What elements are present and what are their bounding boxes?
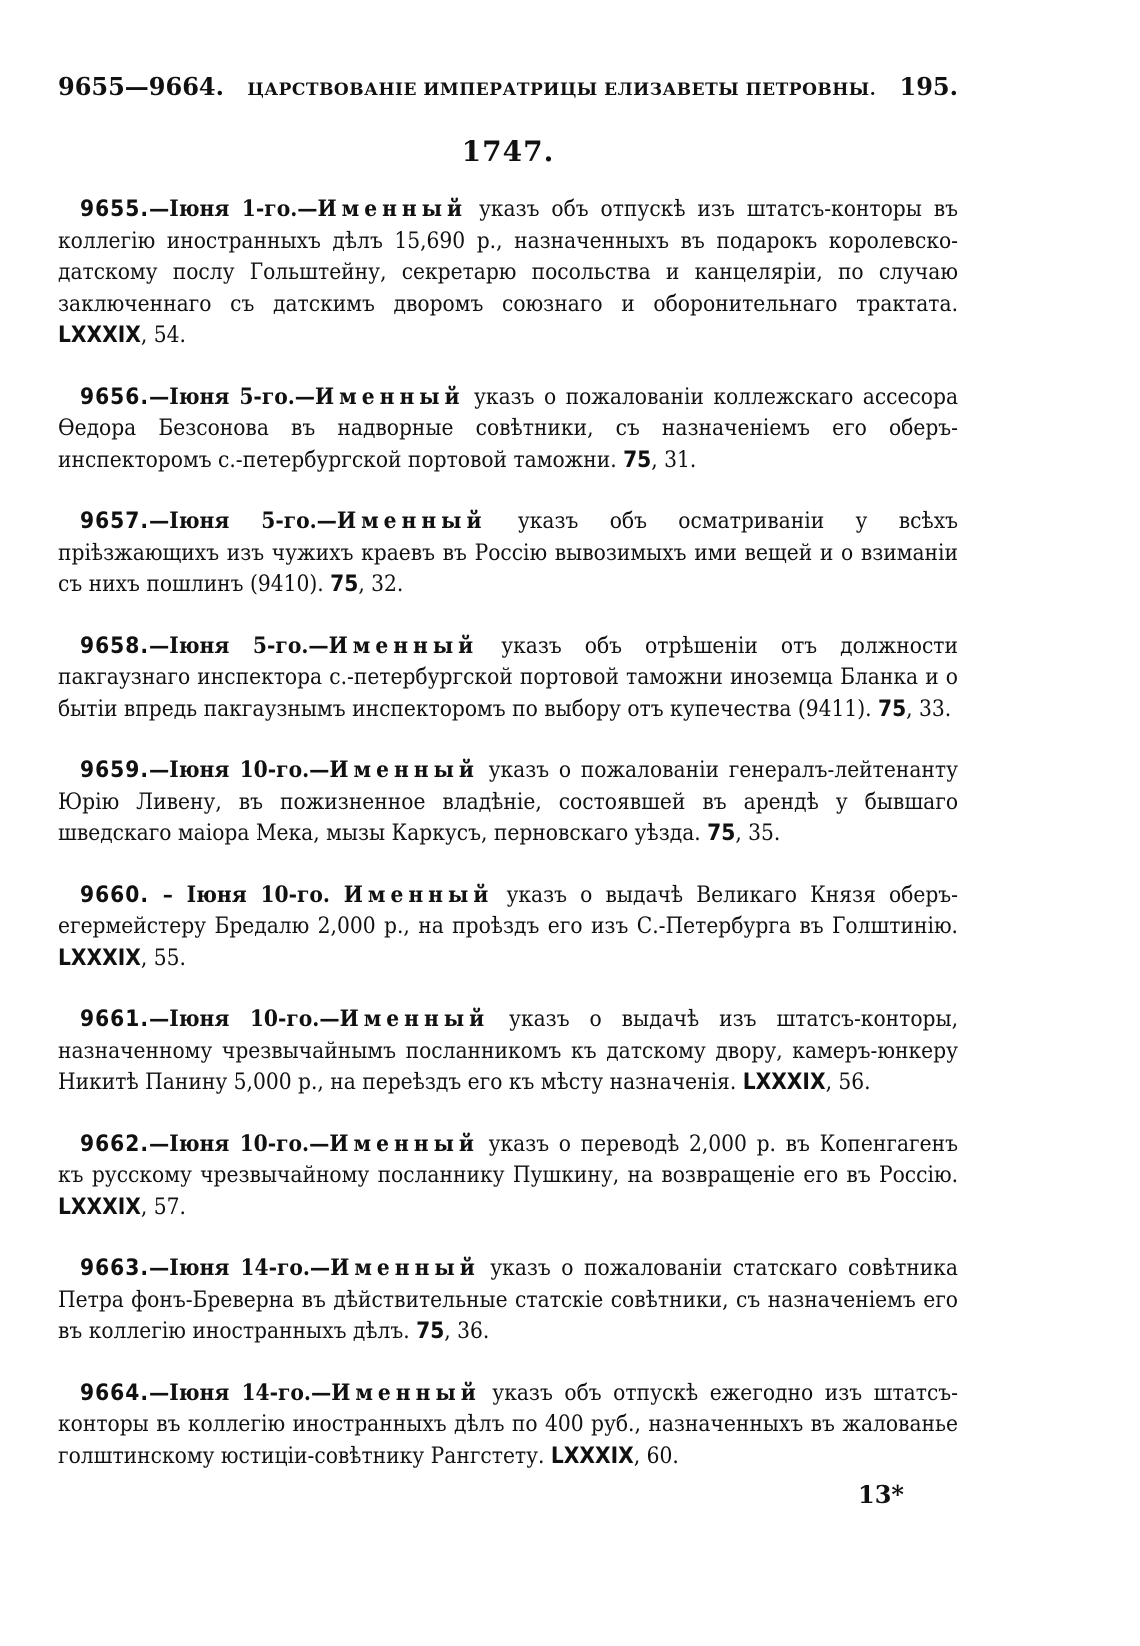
entry-kind: Именный [329,757,479,783]
entry-kind: Именный [315,383,465,410]
header-entry-range: 9655—9664. [58,72,224,101]
entry-volume-ref: 75 [623,446,652,473]
entry-page-ref: , 36. [444,1318,490,1344]
entry-9664 [58,1378,958,1473]
entry-number: 9660. [80,881,150,908]
entry-date: —Іюня 5-го.— [149,632,329,659]
entry-date: —Іюня 14-го.— [149,1255,331,1281]
entry-9663 [58,1253,958,1348]
running-head [58,70,958,107]
entry-text: указъ объ осматриваніи у всѣхъ пріѣзжающихъ изъ чужихъ краевъ въ Россію вывозимыхъ ими вещей и о взиманіи съ нихъ пошлинъ (9410). [58,508,959,597]
entry-text: указъ о пожалованіи коллежскаго ассесора Ѳедора Безсонова въ надворные совѣтники, съ назначеніемъ его оберъ-инспекторомъ с.-петербургской портовой таможни. [58,383,959,473]
entry-9655 [58,194,958,352]
signature-mark: 13* [858,1480,904,1509]
entry-text: указъ о пожалованіи генералъ-лейтенанту Юрію Ливену, въ пожизненное владѣніе, состоявшей въ арендѣ у бывшаго шведскаго маіора Мека, мызы Каркусъ, перновскаго уѣзда. [58,757,958,846]
entry-number: 9656. [80,383,150,410]
entry-volume-ref: LXXXIX [58,322,141,348]
entry-page-ref: , 54. [140,322,186,348]
entry-text: указъ о выдачѣ изъ штатсъ-конторы, назначенному чрезвычайнымъ посланникомъ къ датскому двору, камеръ-юнкеру Никитѣ Панину 5,000 р., на переѣздъ его къ мѣсту назначенія. [58,1006,958,1095]
entry-9659 [58,755,958,850]
entry-kind: Именный [336,508,487,534]
entry-volume-ref: LXXXIX [742,1069,826,1095]
entry-number: 9661. [80,1006,150,1032]
entry-text: указъ о пожалованіи статскаго совѣтника Петра фонъ-Бреверна въ дѣйствительные статскіе совѣтники, съ назначеніемъ его въ коллегію иностранныхъ дѣлъ. [58,1255,958,1344]
year-heading: 1747. [461,135,555,168]
entry-text: указъ о переводѣ 2,000 р. въ Копенгагенъ къ русскому чрезвычайному посланнику Пушкину, на возвращеніе его въ Россію. [58,1130,958,1188]
entry-kind: Именный [343,881,494,908]
page-content [58,70,958,1502]
entry-page-ref: , 35. [735,820,781,846]
entry-9662 [58,1129,958,1224]
entry-volume-ref: 75 [330,571,359,597]
entry-9661 [58,1004,958,1099]
entry-number: 9655. [80,196,150,222]
entry-date: —Іюня 10-го.— [149,1006,340,1032]
entry-number: 9663. [80,1255,150,1281]
entry-number: 9664. [80,1379,150,1406]
entry-date: —Іюня 14-го.— [149,1379,332,1406]
entry-page-ref: , 56. [825,1069,871,1095]
entry-volume-ref: LXXXIX [58,944,141,971]
entry-page-ref: , 55. [140,944,186,971]
entry-kind: Именный [317,196,468,222]
entry-page-ref: , 57. [140,1193,186,1220]
entry-volume-ref: 75 [878,695,907,722]
entry-date: – Іюня 10-го. [149,881,344,908]
entry-text: указъ объ отпускѣ ежегодно изъ штатсъ-конторы въ коллегію иностранныхъ дѣлъ по 400 руб., назначенныхъ въ жалованье голштинскому юстиціи-совѣтнику Рангстету. [58,1379,958,1469]
entry-number: 9659. [80,757,150,783]
entries-list [58,194,958,1472]
entry-date: —Іюня 5-го.— [149,508,337,534]
entry-kind: Именный [329,1130,479,1157]
entry-page-ref: , 60. [633,1442,679,1469]
entry-page-ref: , 32. [358,571,404,597]
entry-volume-ref: 75 [416,1318,445,1344]
entry-kind: Именный [339,1006,490,1032]
entry-number: 9662. [80,1130,150,1157]
entry-volume-ref: LXXXIX [58,1193,141,1220]
entry-text: указъ объ отпускѣ изъ штатсъ-конторы въ коллегію иностранныхъ дѣлъ 15,690 р., назначенныхъ въ подарокъ королевско-датскому послу Гольштейну, секретарю посольства и канцеляріи, по случаю заключеннаго съ датскимъ дворомъ союзнаго и оборонительнаго трактата. [58,196,959,317]
entry-number: 9657. [80,508,150,534]
entry-page-ref: , 33. [906,695,952,722]
entry-text: указъ о выдачѣ Великаго Князя оберъ-егермейстеру Бредалю 2,000 р., на проѣздъ его изъ С.-Петербурга въ Голштинію. [58,881,958,939]
entry-text: указъ объ отрѣшеніи отъ должности пакгаузнаго инспектора с.-петербургской портовой таможни иноземца Бланка и о бытіи впредь пакгаузнымъ инспекторомъ по выбору отъ купечества (9411). [58,632,958,722]
entry-date: —Іюня 10-го.— [149,1130,330,1157]
entry-9658 [58,631,958,726]
entry-9656 [58,382,958,477]
page-number: 195. [899,72,958,101]
entry-9660 [58,880,958,975]
entry-volume-ref: 75 [707,820,736,846]
entry-9657 [58,506,958,601]
entry-date: —Іюня 10-го.— [149,757,330,783]
entry-date: —Іюня 1-го.— [149,196,318,222]
entry-number: 9658. [80,632,150,659]
entry-kind: Именный [331,1379,481,1406]
entry-date: —Іюня 5-го.— [149,383,316,410]
entry-volume-ref: LXXXIX [550,1442,634,1469]
header-title: ЦАРСТВОВАНІЕ ИМПЕРАТРИЦЫ ЕЛИЗАВЕТЫ ПЕТРОВНЫ. [247,80,877,100]
entry-page-ref: , 31. [651,446,697,473]
entry-kind: Именный [330,1255,480,1281]
entry-kind: Именный [328,632,479,659]
